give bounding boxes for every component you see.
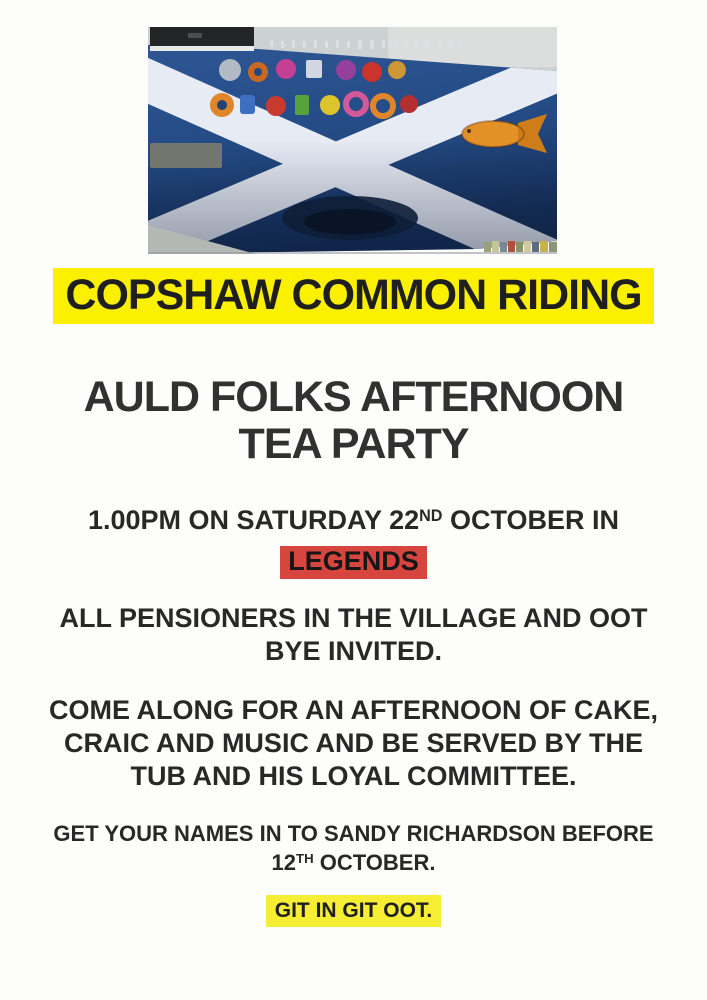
invitation-block xyxy=(0,602,707,668)
saltire-flag-image xyxy=(148,27,557,254)
event-subtitle xyxy=(0,374,707,468)
subtitle-line-1: AULD FOLKS AFTERNOON xyxy=(83,373,624,421)
date-line xyxy=(0,502,707,543)
rsvp-line-1: GET YOUR NAMES IN TO SANDY RICHARDSON BEFORE xyxy=(53,821,654,846)
rsvp-line-2 xyxy=(0,848,707,880)
details-line-2: CRAIC AND MUSIC AND BE SERVED BY THE xyxy=(63,728,644,758)
venue-line xyxy=(0,543,707,580)
rsvp-block xyxy=(0,819,707,880)
rsvp-ordinal: TH xyxy=(296,851,314,867)
footer-row xyxy=(0,895,707,927)
date-ordinal: ND xyxy=(419,506,443,525)
invitation-line-1: ALL PENSIONERS IN THE VILLAGE AND OOT xyxy=(59,603,648,633)
grey-object xyxy=(150,143,222,168)
colourful-strip xyxy=(484,241,557,252)
venue-highlight: LEGENDS xyxy=(280,546,427,579)
rsvp-date: 12 xyxy=(271,850,297,875)
rsvp-date-suffix: OCTOBER. xyxy=(313,850,436,875)
date-text-suffix: OCTOBER IN xyxy=(442,505,620,535)
dark-object xyxy=(282,196,418,240)
details-line-3: TUB AND HIS LOYAL COMMITTEE. xyxy=(130,761,577,791)
invitation-line-2: BYE INVITED. xyxy=(264,636,443,666)
subtitle-line-2: TEA PARTY xyxy=(238,420,469,468)
details-block xyxy=(0,694,707,793)
saltire-flag-photo xyxy=(148,27,557,254)
details-line-1: COME ALONG FOR AN AFTERNOON OF CAKE, xyxy=(49,695,658,725)
date-venue-block xyxy=(0,502,707,580)
main-title-row xyxy=(0,268,707,324)
main-title: COPSHAW COMMON RIDING xyxy=(53,268,653,324)
footer-slogan: GIT IN GIT OOT. xyxy=(266,895,442,927)
date-text: 1.00PM ON SATURDAY 22 xyxy=(87,505,420,535)
